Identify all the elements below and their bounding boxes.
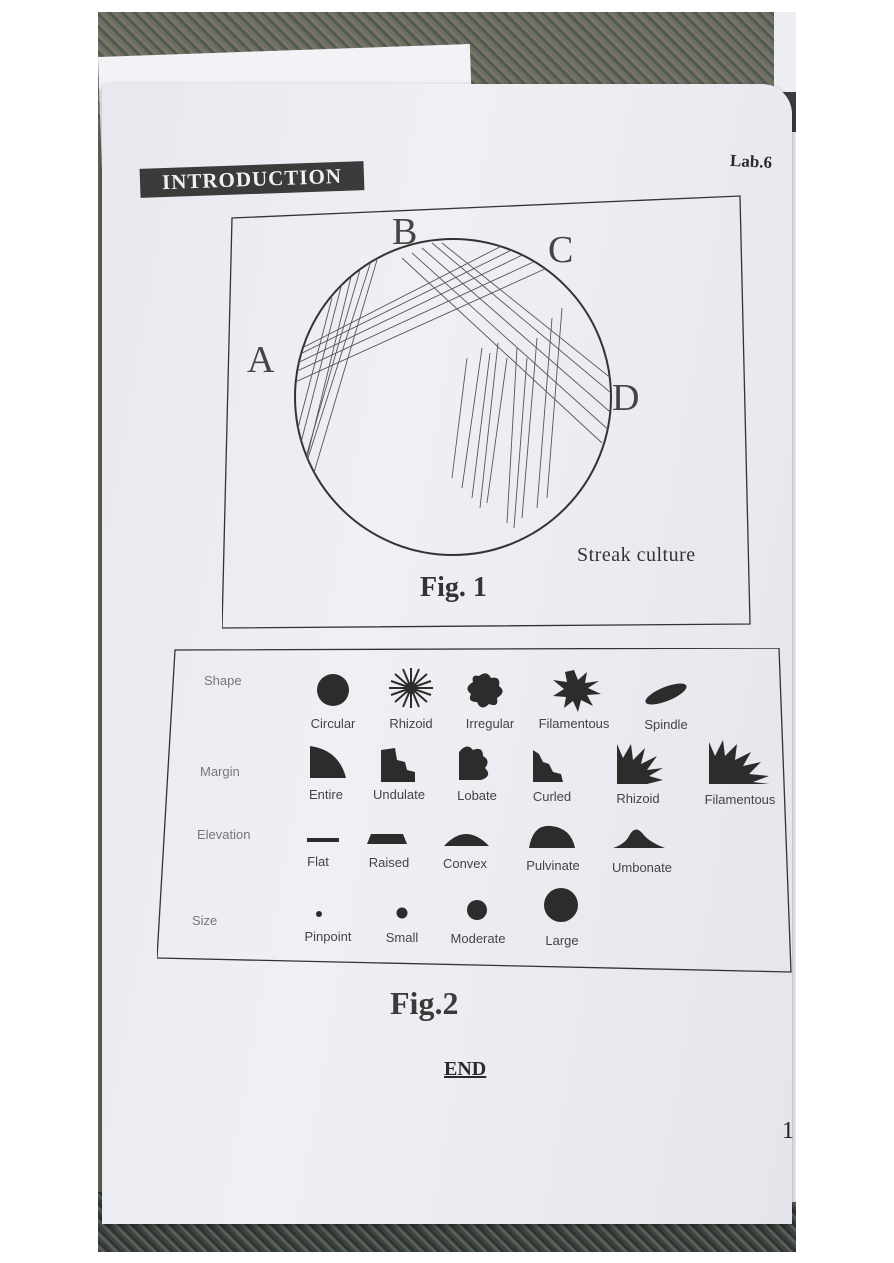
fig2-colony-morphology: [157, 648, 793, 974]
plate-circle: [295, 239, 611, 555]
shape-irregular-icon: [467, 673, 502, 707]
size-large-icon: [544, 888, 578, 922]
streak-label-c: C: [548, 229, 574, 271]
shape-filamentous-icon: [553, 670, 601, 712]
shape-circular-icon: [317, 674, 349, 706]
item-label: Raised: [368, 855, 410, 870]
page-number: 1: [782, 1118, 794, 1144]
row-label-margin: Margin: [200, 764, 240, 779]
item-label: Rhizoid: [616, 791, 660, 806]
row-label-elevation: Elevation: [197, 827, 251, 842]
margin-lobate-icon: [459, 746, 488, 780]
margin-curled-icon: [533, 750, 563, 782]
item-label: Filamentous: [704, 792, 776, 807]
size-pinpoint-icon: [316, 911, 322, 917]
row-label-size: Size: [192, 913, 218, 928]
fig2-title: Fig.2: [390, 985, 459, 1021]
elevation-pulvinate-icon: [529, 826, 575, 848]
item-label: Small: [385, 930, 419, 945]
section-heading: INTRODUCTION: [140, 161, 365, 198]
elevation-convex-icon: [444, 834, 489, 846]
item-label: Pulvinate: [526, 858, 580, 873]
row-label-shape: Shape: [204, 673, 242, 688]
item-label: Flat: [307, 854, 329, 869]
streak-lines: [282, 233, 617, 528]
lab-number: Lab.6: [729, 150, 773, 173]
item-label: Lobate: [457, 788, 497, 803]
margin-entire-icon: [310, 746, 346, 778]
size-moderate-icon: [467, 900, 487, 920]
item-label: Undulate: [372, 787, 426, 802]
size-small-icon: [397, 908, 408, 919]
item-label: Moderate: [450, 931, 506, 946]
end-label: END: [444, 1058, 487, 1080]
item-label: Umbonate: [612, 860, 672, 875]
elevation-flat-icon: [307, 838, 339, 842]
item-label: Irregular: [465, 716, 515, 731]
fig1-caption: Streak culture: [577, 544, 696, 566]
item-label: Circular: [310, 716, 356, 731]
elevation-raised-icon: [367, 834, 407, 844]
item-label: Pinpoint: [304, 929, 352, 944]
item-label: Convex: [442, 856, 488, 871]
fig1-title: Fig. 1: [420, 572, 487, 603]
item-label: Filamentous: [538, 716, 610, 731]
margin-rhizoid-icon: [617, 744, 663, 784]
shape-spindle-icon: [643, 679, 689, 708]
margin-filamentous-icon: [709, 740, 769, 784]
item-label: Rhizoid: [389, 716, 433, 731]
streak-label-a: A: [247, 339, 275, 381]
item-label: Large: [545, 933, 579, 948]
streak-label-b: B: [392, 211, 418, 253]
shape-rhizoid-icon: [389, 668, 433, 708]
item-label: Curled: [532, 789, 572, 804]
item-label: Spindle: [644, 717, 688, 732]
margin-undulate-icon: [381, 748, 415, 782]
item-label: Entire: [309, 787, 343, 802]
elevation-umbonate-icon: [613, 829, 665, 848]
streak-label-d: D: [612, 377, 640, 419]
